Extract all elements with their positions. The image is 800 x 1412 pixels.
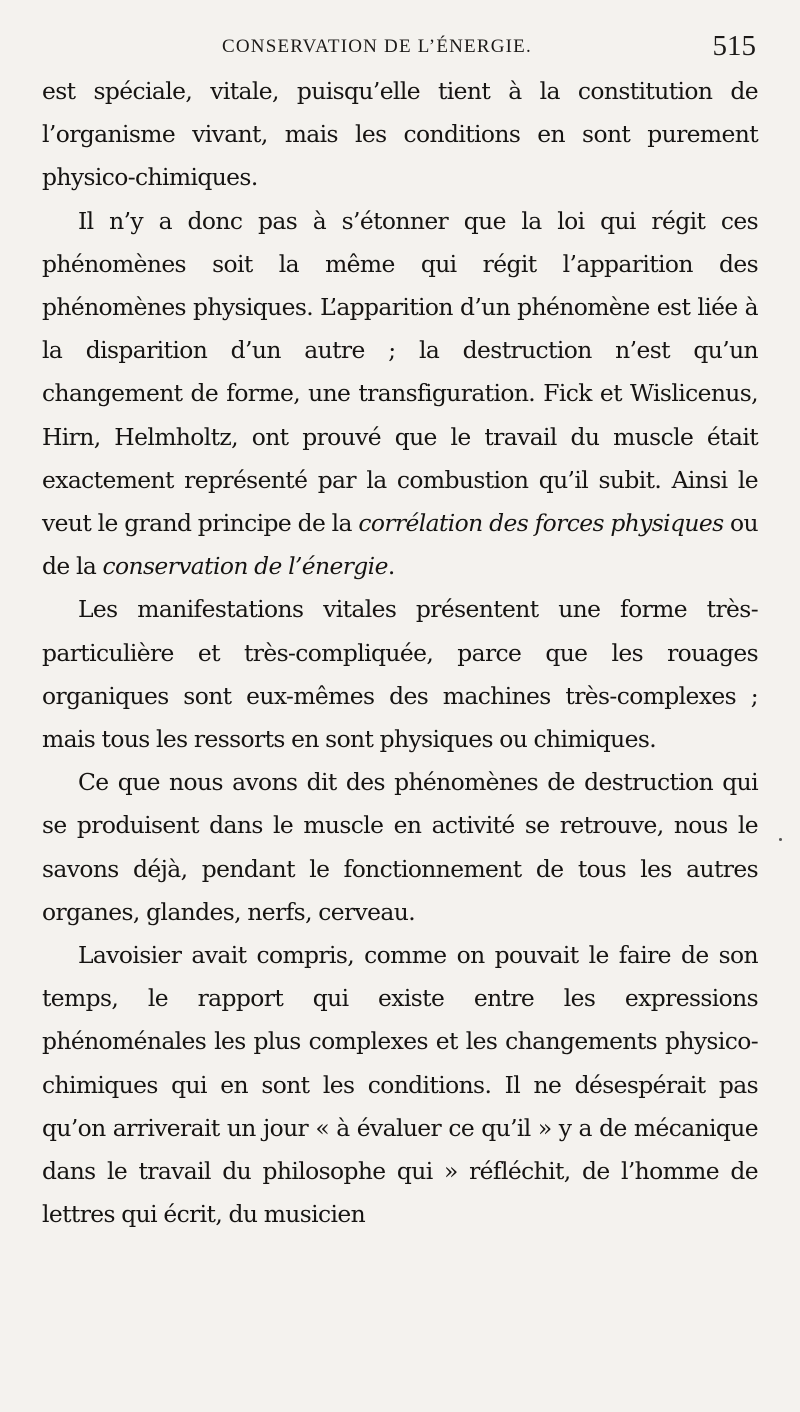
paragraph-3: Les manifestations vitales présentent une forme très-particulière et très-compliquée, parce que les rouages organiques sont eux-mêmes des machines très-complexes ; mais tous les ressorts en sont physiques ou chimiques. (42, 595, 758, 754)
running-head: CONSERVATION DE L’ÉNERGIE. (222, 36, 532, 57)
page-number: 515 (712, 30, 756, 62)
page-header (44, 26, 756, 66)
body-text (42, 70, 758, 1236)
italic-correlation: corrélation des forces physiques (358, 509, 724, 538)
paragraph-5: Lavoisier avait compris, comme on pouvait le faire de son temps, le rapport qui existe entre les expressions phénoménales les plus complexes et les changements physico-chimiques qui en sont les conditions. Il ne désespérait pas qu’on arriverait un jour « à évaluer ce qu’il » y a de mécanique dans le travail du philosophe qui » réfléchit, de l’homme de lettres qui écrit, du musicien (42, 941, 758, 1229)
paragraph-2-text-b: ou de la (42, 509, 758, 581)
paragraph-1: est spéciale, vitale, puisqu’elle tient à la constitution de l’organisme vivant, mais les conditions en sont purement physico-chimiques. (42, 77, 758, 192)
italic-conservation: conservation de l’énergie (102, 552, 388, 581)
paragraph-2-text-c: . (387, 552, 395, 581)
paragraph-2-text-a: Il n’y a donc pas à s’étonner que la loi qui régit ces phénomènes soit la même qui régit l’apparition des phénomènes physiques. L’apparition d’un phénomène est liée à la disparition d’un autre ; la destruction n’est qu’un changement de forme, une transfiguration. Fick et Wislicenus, Hirn, Helmholtz, ont prouvé que le travail du muscle était exactement représenté par la combustion qu’il subit. Ainsi le veut le grand principe de la (42, 206, 758, 538)
paragraph-4: Ce que nous avons dit des phénomènes de destruction qui se produisent dans le muscle en activité se retrouve, nous le savons déjà, pendant le fonctionnement de tous les autres organes, glandes, nerfs, cerveau. (42, 768, 758, 926)
print-speck (779, 838, 782, 841)
paragraph-2 (42, 200, 758, 589)
